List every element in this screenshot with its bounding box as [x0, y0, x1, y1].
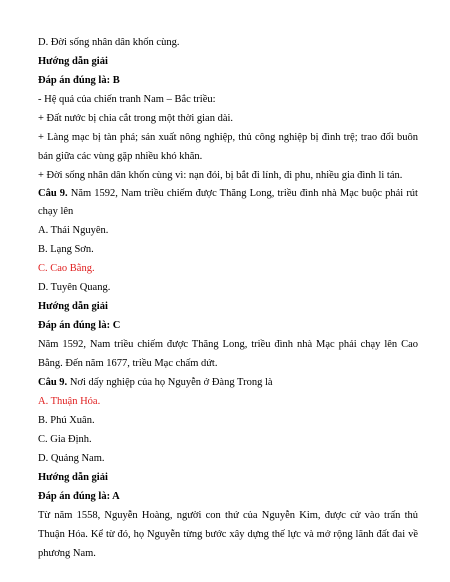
answer-line: Đáp án đúng là: A — [38, 491, 120, 502]
option-a-text: A. Thái Nguyên. — [38, 225, 109, 236]
paragraph-line: phương Nam. — [38, 548, 96, 559]
option-d-text: D. Tuyên Quang. — [38, 282, 111, 293]
option-d-text: D. Quảng Nam. — [38, 453, 105, 464]
paragraph-line: + Đời sống nhân dân khốn cùng vì: nạn đói, bị bắt đi lính, đi phu, nhiều gia đình li tán. — [38, 170, 403, 181]
answer-line: Đáp án đúng là: B — [38, 75, 120, 86]
paragraph-line: Bằng. Đến năm 1677, triều Mạc chấm dứt. — [38, 358, 218, 369]
option-b-text: B. Phú Xuân. — [38, 415, 95, 426]
option-a-correct: A. Thuận Hóa. — [38, 396, 101, 407]
question-text: Câu 9. Năm 1592, Nam triều chiếm được Thăng Long, triều đình nhà Mạc buộc phải rút — [38, 188, 418, 199]
question-text-continued: chạy lên — [38, 206, 74, 217]
paragraph-line: + Làng mạc bị tàn phá; sản xuất nông nghiệp, thủ công nghiệp bị đình trệ; trao đổi buôn — [38, 132, 418, 143]
option-b-text: B. Lạng Sơn. — [38, 244, 94, 255]
paragraph-line: + Đất nước bị chia cắt trong một thời gian dài. — [38, 113, 234, 124]
paragraph-line: - Hệ quả của chiến tranh Nam – Bắc triều: — [38, 94, 216, 105]
option-d-text: D. Đời sống nhân dân khốn cùng. — [38, 37, 180, 48]
option-c-text: C. Gia Định. — [38, 434, 92, 445]
solution-heading: Hướng dẫn giải — [38, 56, 108, 67]
option-c-correct: C. Cao Bằng. — [38, 263, 95, 274]
paragraph-line: bán giữa các vùng gặp nhiều khó khăn. — [38, 151, 203, 162]
paragraph-line: Từ năm 1558, Nguyễn Hoàng, người con thứ của Nguyễn Kim, được cử vào trấn thủ — [38, 510, 418, 521]
solution-heading: Hướng dẫn giải — [38, 301, 108, 312]
answer-line: Đáp án đúng là: C — [38, 320, 121, 331]
question-text: Câu 9. Nơi dấy nghiệp của họ Nguyễn ở Đàng Trong là — [38, 377, 273, 388]
solution-heading: Hướng dẫn giải — [38, 472, 108, 483]
paragraph-line: Thuận Hóa. Kể từ đó, họ Nguyễn từng bước xây dựng thế lực và mở rộng lãnh đất đai về — [38, 529, 418, 540]
paragraph-line: Năm 1592, Nam triều chiếm được Thăng Long, triều đình nhà Mạc phải chạy lên Cao — [38, 339, 418, 350]
